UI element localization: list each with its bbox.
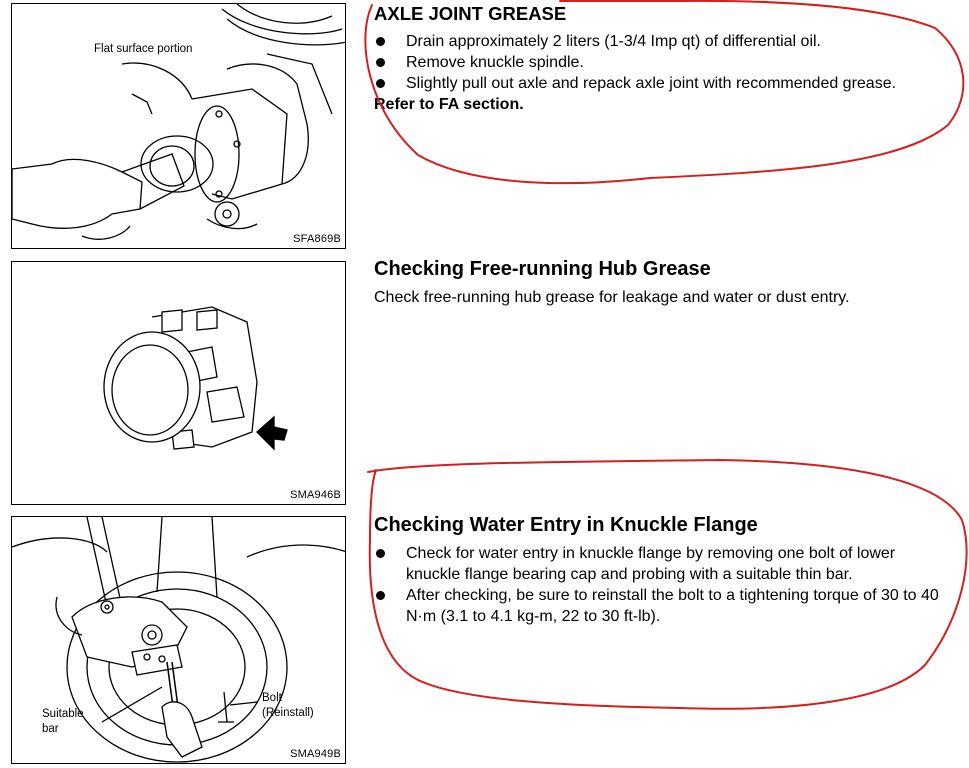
section-water-entry [374,514,946,627]
section-title: Checking Free-running Hub Grease [374,258,711,280]
bullet-icon [376,549,385,558]
axle-joint-illustration [12,4,346,249]
section-title: AXLE JOINT GREASE [374,3,567,24]
list-item: Slightly pull out axle and repack axle joint with recommended grease. [374,73,946,94]
figure-code: SMA946B [290,489,341,501]
bullet-list [374,543,946,627]
section-axle-joint-grease [374,3,946,115]
free-running-hub-illustration [12,262,346,505]
bullet-icon [376,591,385,600]
bullet-list [374,31,946,94]
list-item: Check for water entry in knuckle flange by removing one bolt of lower knuckle flange bearing cap and probing with a suitable thin bar. [374,543,946,585]
bullet-icon [376,37,385,46]
section-text: Check free-running hub grease for leakage and water or dust entry. [374,289,850,306]
bullet-icon [376,58,385,67]
figure-knuckle-flange [11,516,346,764]
figure-free-running-hub [11,261,346,505]
section-free-running-hub [374,258,946,308]
list-item: Remove knuckle spindle. [374,52,946,73]
list-item: Drain approximately 2 liters (1-3/4 Imp qt) of differential oil. [374,31,946,52]
callout-suitable-bar: Suitable bar [42,708,84,735]
figure-code: SMA949B [290,748,341,760]
section-title: Checking Water Entry in Knuckle Flange [374,514,758,536]
figure-code: SFA869B [293,233,341,245]
figure-axle-joint [11,3,346,249]
callout-bolt: Bolt (Reinstall) [262,692,314,719]
list-item: After checking, be sure to reinstall the bolt to a tightening torque of 30 to 40 N·m (3.1 to 4.1 kg-m, 22 to 30 ft-lb). [374,585,946,627]
callout-flat-surface: Flat surface portion [94,43,193,55]
reference-note: Refer to FA section. [374,96,524,113]
bullet-icon [376,79,385,88]
